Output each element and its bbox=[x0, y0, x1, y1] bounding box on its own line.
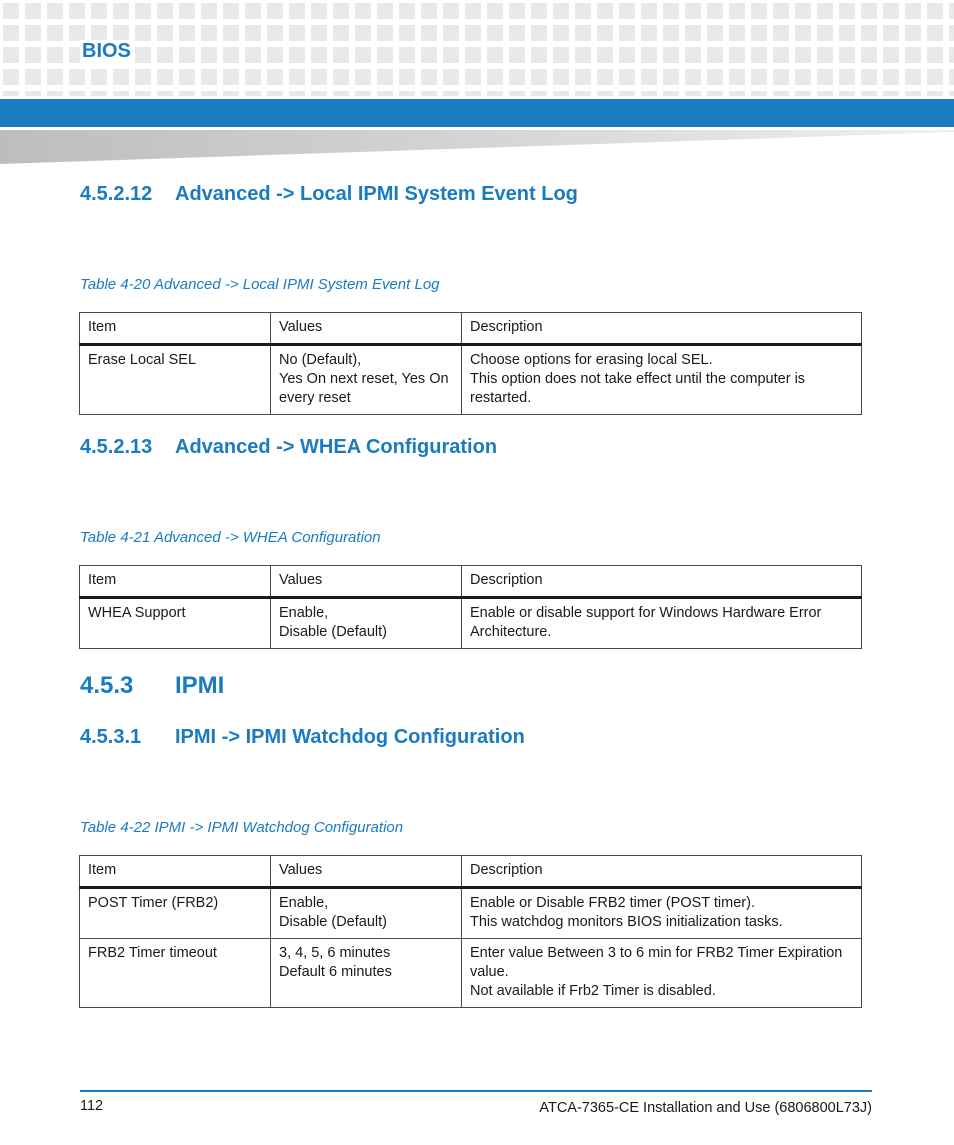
table-caption: Table 4-20 Advanced -> Local IPMI System Event Log bbox=[80, 276, 440, 293]
column-header: Item bbox=[80, 313, 271, 345]
cell-description bbox=[462, 345, 862, 415]
description-line: Enable or disable support for Windows Hardware Error bbox=[470, 605, 822, 621]
table-header-row bbox=[80, 313, 862, 345]
value-line: No (Default), bbox=[279, 352, 362, 368]
chapter-label: BIOS bbox=[82, 40, 131, 62]
description-line: Architecture. bbox=[470, 624, 552, 640]
table-row bbox=[80, 888, 862, 939]
column-header: Description bbox=[462, 856, 862, 888]
value-line: Disable (Default) bbox=[279, 624, 387, 640]
cell-item: WHEA Support bbox=[80, 598, 271, 649]
column-header: Description bbox=[462, 566, 862, 598]
footer-rule bbox=[80, 1090, 872, 1092]
section-number: 4.5.2.13 bbox=[80, 436, 153, 458]
table-caption: Table 4-22 IPMI -> IPMI Watchdog Configuration bbox=[80, 819, 404, 836]
value-line: Default 6 minutes bbox=[279, 964, 392, 980]
table-whea-config bbox=[79, 565, 862, 649]
cell-description bbox=[462, 598, 862, 649]
description-line: Choose options for erasing local SEL. bbox=[470, 352, 713, 368]
section-title: IPMI bbox=[175, 672, 225, 699]
table-caption: Table 4-21 Advanced -> WHEA Configuration bbox=[80, 529, 381, 546]
header-pattern bbox=[0, 0, 954, 96]
cell-values bbox=[271, 598, 462, 649]
description-line: This option does not take effect until the computer is bbox=[470, 371, 806, 387]
description-line: Not available if Frb2 Timer is disabled. bbox=[470, 983, 716, 999]
table-row bbox=[80, 345, 862, 415]
page-number: 112 bbox=[80, 1098, 104, 1114]
section-heading-ipmi bbox=[80, 672, 224, 700]
description-line: Enable or Disable FRB2 timer (POST timer). bbox=[470, 895, 755, 911]
section-heading-ipmi-watchdog bbox=[80, 726, 525, 749]
column-header: Values bbox=[271, 313, 462, 345]
section-title: Advanced -> WHEA Configuration bbox=[175, 436, 498, 458]
section-number: 4.5.3.1 bbox=[80, 726, 142, 748]
column-header: Values bbox=[271, 566, 462, 598]
section-heading-local-ipmi-sel bbox=[80, 183, 578, 206]
table-ipmi-watchdog bbox=[79, 855, 862, 1008]
description-line: value. bbox=[470, 964, 509, 980]
cell-item: Erase Local SEL bbox=[80, 345, 271, 415]
section-title: IPMI -> IPMI Watchdog Configuration bbox=[175, 726, 525, 748]
cell-values bbox=[271, 888, 462, 939]
description-line: Enter value Between 3 to 6 min for FRB2 Timer Expiration bbox=[470, 945, 843, 961]
description-line: restarted. bbox=[470, 390, 532, 406]
table-row bbox=[80, 939, 862, 1008]
header-grey-wedge bbox=[0, 130, 954, 164]
value-line: Enable, bbox=[279, 895, 329, 911]
description-line: This watchdog monitors BIOS initialization tasks. bbox=[470, 914, 783, 930]
value-line: every reset bbox=[279, 390, 351, 406]
column-header: Description bbox=[462, 313, 862, 345]
value-line: Enable, bbox=[279, 605, 329, 621]
value-line: Yes On next reset, Yes On bbox=[279, 371, 449, 387]
column-header: Item bbox=[80, 566, 271, 598]
section-number: 4.5.2.12 bbox=[80, 183, 153, 205]
cell-description bbox=[462, 939, 862, 1008]
cell-values bbox=[271, 939, 462, 1008]
table-header-row bbox=[80, 566, 862, 598]
value-line: Disable (Default) bbox=[279, 914, 387, 930]
column-header: Item bbox=[80, 856, 271, 888]
document-title: ATCA-7365-CE Installation and Use (6806800L73J) bbox=[539, 1100, 872, 1116]
cell-item: FRB2 Timer timeout bbox=[80, 939, 271, 1008]
column-header: Values bbox=[271, 856, 462, 888]
value-line: 3, 4, 5, 6 minutes bbox=[279, 945, 391, 961]
cell-description bbox=[462, 888, 862, 939]
table-header-row bbox=[80, 856, 862, 888]
table-local-ipmi-sel bbox=[79, 312, 862, 415]
header-blue-bar bbox=[0, 99, 954, 127]
table-row bbox=[80, 598, 862, 649]
cell-item: POST Timer (FRB2) bbox=[80, 888, 271, 939]
section-title: Advanced -> Local IPMI System Event Log bbox=[175, 183, 578, 205]
section-number: 4.5.3 bbox=[80, 672, 134, 699]
cell-values bbox=[271, 345, 462, 415]
section-heading-whea-config bbox=[80, 436, 497, 459]
